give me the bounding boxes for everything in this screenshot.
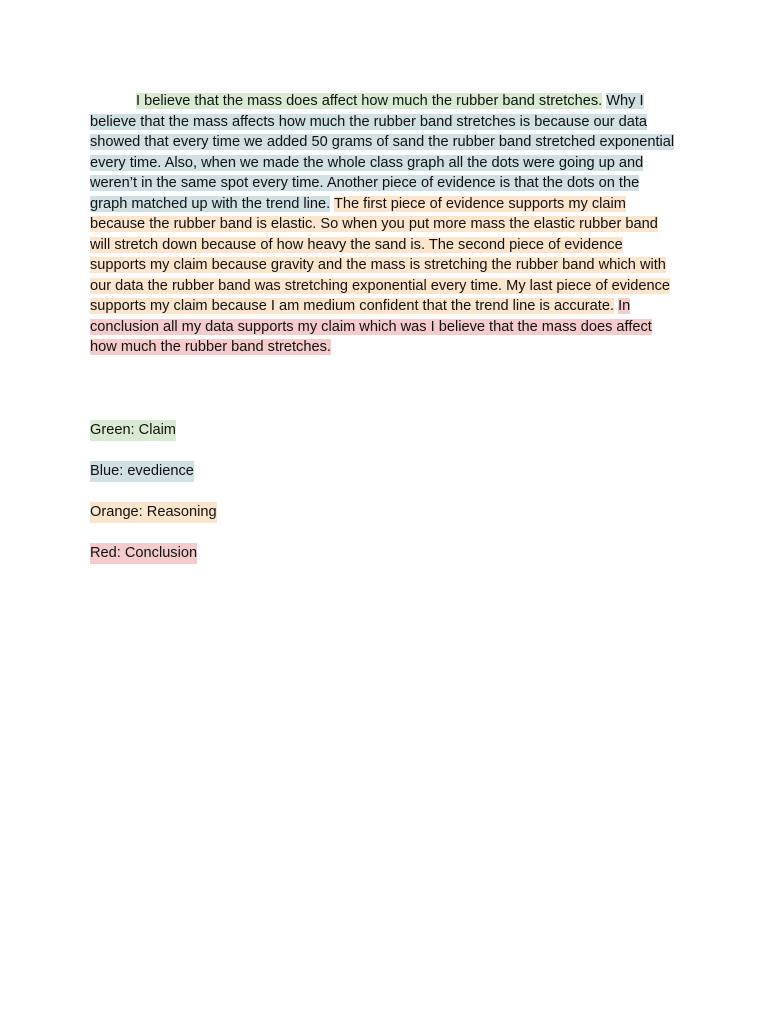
legend-item-reasoning (90, 502, 217, 523)
legend-label-evidence: Blue: evedience (90, 461, 194, 482)
essay-paragraph (90, 91, 680, 358)
claim-text: I believe that the mass does affect how much the rubber band stretches. (136, 93, 603, 109)
legend-item-claim (90, 420, 217, 441)
color-legend (90, 420, 217, 584)
legend-label-claim: Green: Claim (90, 420, 176, 441)
conclusion-text: In conclusion all my data supports my claim which was I believe that the mass does affect how much the rubber band stretches. (90, 298, 652, 355)
legend-item-conclusion (90, 543, 217, 564)
legend-label-reasoning: Orange: Reasoning (90, 502, 217, 523)
legend-item-evidence (90, 461, 217, 482)
reasoning-text: The first piece of evidence supports my claim because the rubber band is elastic. So when you put more mass the elastic rubber band will stretch down because of how heavy the sand is. The second piece of evidence supports my claim because gravity and the mass is stretching the rubber band which with our data the rubber band was stretching exponential every time. My last piece of evidence supports my claim because I am medium confident that the trend line is accurate. (90, 195, 671, 314)
legend-label-conclusion: Red: Conclusion (90, 543, 197, 564)
evidence-text: Why I believe that the mass affects how much the rubber band stretches is because our data showed that every time we added 50 grams of sand the rubber band stretched exponential every time. Also, when we made the whole class graph all the dots were going up and weren’t in the same spot every time. Another piece of evidence is that the dots on the graph matched up with the trend line. (90, 93, 675, 212)
